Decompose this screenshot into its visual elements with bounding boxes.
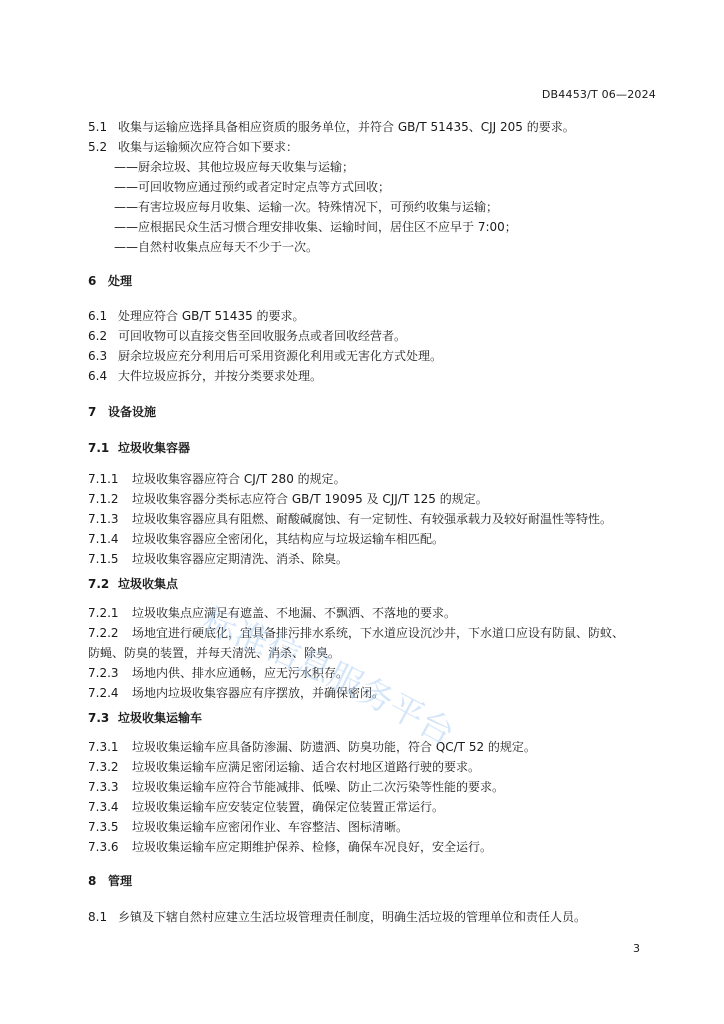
clause-7-1-3: 7.1.3 垃圾收集容器应具有阻燃、耐酸碱腐蚀、有一定韧性、有较强承载力及较好耐温性等特性。 [88, 512, 613, 526]
list-item: ——厨余垃圾、其他垃圾应每天收集与运输； [114, 160, 355, 174]
clause-7-1-4: 7.1.4 垃圾收集容器应全密闭化，其结构应与垃圾运输车相匹配。 [88, 532, 445, 546]
watermark-text: 标准信息服务平台 [196, 601, 461, 755]
clause-7-2-1: 7.2.1 垃圾收集点应满足有遮盖、不地漏、不飘洒、不落地的要求。 [88, 606, 457, 620]
heading-section-8: 8 管理 [88, 874, 133, 888]
clause-7-2-3: 7.2.3 场地内供、排水应通畅，应无污水积存。 [88, 666, 349, 680]
header-doc-code: DB4453/T 06—2024 [541, 88, 656, 101]
clause-7-1-2: 7.1.2 垃圾收集容器分类标志应符合 GB/T 19095 及 CJJ/T 125 的规定。 [88, 492, 488, 506]
clause-6-3: 6.3 厨余垃圾应充分利用后可采用资源化利用或无害化方式处理。 [88, 349, 443, 363]
clause-7-3-6: 7.3.6 垃圾收集运输车应定期维护保养、检修，确保车况良好，安全运行。 [88, 840, 493, 854]
clause-5-1: 5.1 收集与运输应选择具备相应资质的服务单位，并符合 GB/T 51435、CJJ 205 的要求。 [88, 120, 575, 134]
clause-5-2: 5.2 收集与运输频次应符合如下要求： [88, 140, 299, 154]
clause-7-3-5: 7.3.5 垃圾收集运输车应密闭作业、车容整洁、图标清晰。 [88, 820, 409, 834]
clause-8-1: 8.1 乡镇及下辖自然村应建立生活垃圾管理责任制度，明确生活垃圾的管理单位和责任人员。 [88, 910, 587, 924]
clause-7-3-1: 7.3.1 垃圾收集运输车应具备防渗漏、防遗洒、防臭功能，符合 QC/T 52 的规定。 [88, 740, 536, 754]
clause-7-1-1: 7.1.1 垃圾收集容器应符合 CJ/T 280 的规定。 [88, 472, 346, 486]
heading-7-3: 7.3 垃圾收集运输车 [88, 711, 203, 725]
page-number: 3 [633, 942, 640, 955]
clause-7-2-2-continuation: 防蝇、防臭的装置，并每天清洗、消杀、除臭。 [88, 646, 341, 660]
list-item: ——可回收物应通过预约或者定时定点等方式回收； [114, 180, 391, 194]
clause-7-1-5: 7.1.5 垃圾收集容器应定期清洗、消杀、除臭。 [88, 552, 349, 566]
clause-7-2-2: 7.2.2 场地宜进行硬底化，宜具备排污排水系统，下水道应设沉沙井，下水道口应设有防鼠、防蚊、 [88, 626, 625, 640]
heading-section-7: 7 设备设施 [88, 405, 157, 419]
heading-7-1: 7.1 垃圾收集容器 [88, 441, 191, 455]
heading-7-2: 7.2 垃圾收集点 [88, 577, 179, 591]
clause-7-3-4: 7.3.4 垃圾收集运输车应安装定位装置，确保定位装置正常运行。 [88, 800, 445, 814]
clause-7-3-2: 7.3.2 垃圾收集运输车应满足密闭运输、适合农村地区道路行驶的要求。 [88, 760, 481, 774]
list-item: ——自然村收集点应每天不少于一次。 [114, 240, 319, 254]
list-item: ——应根据民众生活习惯合理安排收集、运输时间，居住区不应早于 7:00； [114, 220, 517, 234]
clause-6-2: 6.2 可回收物可以直接交售至回收服务点或者回收经营者。 [88, 329, 407, 343]
clause-7-3-3: 7.3.3 垃圾收集运输车应符合节能减排、低噪、防止二次污染等性能的要求。 [88, 780, 505, 794]
clause-6-4: 6.4 大件垃圾应拆分，并按分类要求处理。 [88, 369, 323, 383]
list-item: ——有害垃圾应每月收集、运输一次。特殊情况下，可预约收集与运输； [114, 200, 499, 214]
heading-section-6: 6 处理 [88, 274, 133, 288]
clause-7-2-4: 7.2.4 场地内垃圾收集容器应有序摆放，并确保密闭。 [88, 686, 385, 700]
clause-6-1: 6.1 处理应符合 GB/T 51435 的要求。 [88, 309, 305, 323]
